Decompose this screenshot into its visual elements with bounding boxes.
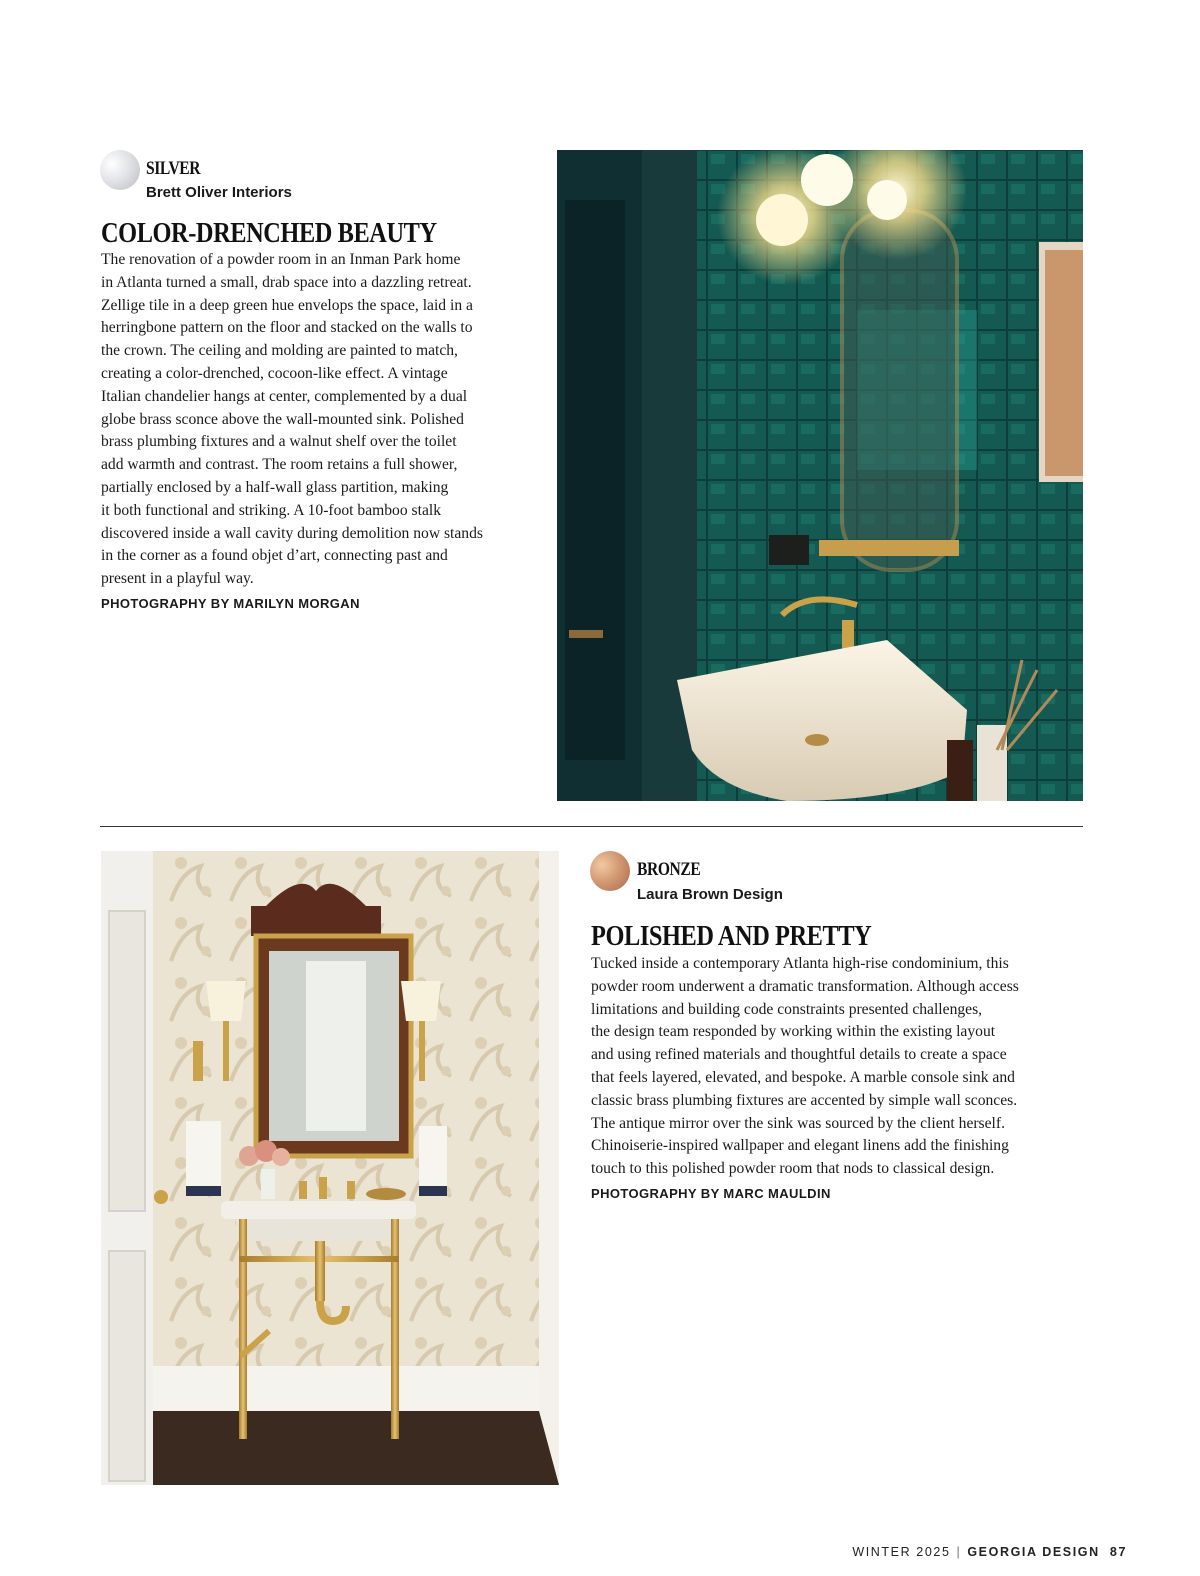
article-headline: POLISHED AND PRETTY [591,920,872,952]
body-line: and using refined materials and thoughtful details to create a space [591,1046,1007,1064]
chinoiserie-powder-room-photo [101,851,559,1485]
body-line: add warmth and contrast. The room retains a full shower, [101,456,458,474]
article-body [591,953,1019,1181]
body-line: globe brass sconce above the wall-mounted sink. Polished [101,410,464,428]
body-line: Chinoiserie-inspired wallpaper and elegant linens add the finishing [591,1137,1009,1155]
body-line: classic brass plumbing fixtures are accented by simple wall sconces. [591,1091,1018,1109]
green-powder-room-photo [557,150,1083,801]
body-line: partially enclosed by a half-wall glass partition, making [101,478,449,496]
article-headline: COLOR-DRENCHED BEAUTY [101,217,437,249]
body-line: Zellige tile in a deep green hue envelops the space, laid in a [101,296,473,314]
body-line: that feels layered, elevated, and bespoke. A marble console sink and [591,1068,1015,1086]
section-divider [100,826,1083,827]
award-tier-silver: SILVER [146,158,201,179]
photo-credit: PHOTOGRAPHY BY MARC MAULDIN [591,1186,831,1201]
article-body [101,249,483,591]
body-line: in Atlanta turned a small, drab space into a dazzling retreat. [101,273,472,291]
page-number: 87 [1109,1545,1127,1559]
body-line: brass plumbing fixtures and a walnut shelf over the toilet [101,433,457,451]
page-folio [852,1546,1127,1559]
bronze-medal-icon [590,851,630,891]
body-line: the design team responded by working within the existing layout [591,1023,996,1041]
body-line: creating a color-drenched, cocoon-like effect. A vintage [101,364,448,382]
body-line: in the corner as a found objet d’art, connecting past and [101,547,448,565]
body-line: Italian chandelier hangs at center, complemented by a dual [101,387,468,405]
body-line: The antique mirror over the sink was sourced by the client herself. [591,1114,1005,1132]
body-line: herringbone pattern on the floor and stacked on the walls to [101,319,473,337]
designer-name: Laura Brown Design [637,886,783,903]
folio-separator: | [956,1545,962,1559]
designer-name: Brett Oliver Interiors [146,184,292,201]
body-line: powder room underwent a dramatic transformation. Although access [591,977,1019,995]
body-line: the crown. The ceiling and molding are painted to match, [101,342,458,360]
body-line: discovered inside a wall cavity during demolition now stands [101,524,483,542]
body-line: touch to this polished powder room that nods to classical design. [591,1160,995,1178]
body-line: Tucked inside a contemporary Atlanta high-rise condominium, this [591,955,1009,972]
photo-credit: PHOTOGRAPHY BY MARILYN MORGAN [101,596,360,611]
magazine-name: GEORGIA DESIGN [967,1545,1100,1559]
body-line: it both functional and striking. A 10-foot bamboo stalk [101,501,441,519]
award-tier-bronze: BRONZE [637,859,701,880]
body-line: The renovation of a powder room in an Inman Park home [101,251,461,268]
body-line: present in a playful way. [101,570,254,588]
issue-season: WINTER 2025 [852,1545,951,1559]
body-line: limitations and building code constraints presented challenges, [591,1000,983,1018]
silver-medal-icon [100,150,140,190]
